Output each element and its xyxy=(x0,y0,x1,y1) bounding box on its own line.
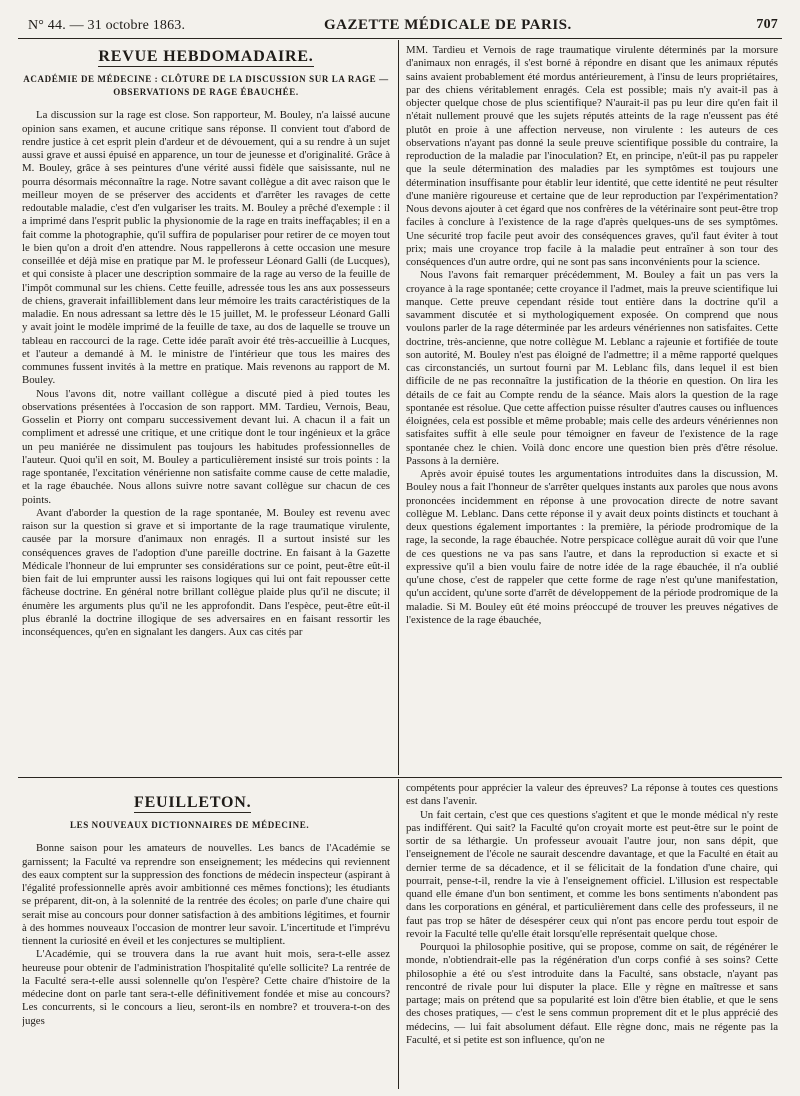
feuilleton-right-column xyxy=(406,782,778,1092)
issue-date: N° 44. — 31 octobre 1863. xyxy=(28,18,186,33)
revue-paragraph: La discussion sur la rage est close. Son rapporteur, M. Bouley, n'a laissé aucune opinion sans examen, et aucune critique sans réponse. Il convient tout d'abord de rendre justice à cet esprit plein d'ardeur et de dévouement, qui a su rendre à un sujet aussi grave et aussi épuisé en apparence, un tour de jeunesse et d'originalité. Grâce à M. Bouley, grâce à ses peintures d'une vérité aussi fidèle que saisissante, nul ne pourra désormais méconnaître la rage. Notre savant collègue a dit avec raison que le meilleur moyen de se préserver des accidents et d'arrêter les ravages de cette redoutable maladie, c'est d'en vulgariser les traits. M. Bouley a prêché d'exemple : il a imprimé dans l'esprit public la physionomie de la rage en traits ineffaçables; il en a fait comme la photographie, qu'il suffira de populariser pour retirer de ce moyen tout le bien qu'on a droit d'en attendre. Nous rappellerons à cette occasion une mesure conseillée et déjà mise en pratique par M. le professeur Léonard Galli (de Lucques), et qui consiste à placer une description sommaire de la rage au verso de la feuille de l'impôt communal sur les chiens. Cette feuille, adressée tous les ans aux possesseurs de chiens, graverait infailliblement dans leur mémoire les traits caractéristiques de la maladie. En nous adressant sa lettre dès le 15 juillet, M. le professeur Léonard Galli y avait joint le modèle imprimé de la feuille de taxe, au dos de laquelle se trouve un tableau en raccourci de la rage. Cette idée paraît avoir été très-accueillie à Lucques, et l'auteur a demandé à M. le ministre de l'intérieur que tous les maires des communes fussent invités à la mettre en pratique. Mais revenons au rapport de M. Bouley. xyxy=(22,109,390,387)
revue-subhead: ACADÉMIE DE MÉDECINE : CLÔTURE DE LA DISCUSSION SUR LA RAGE — OBSERVATIONS DE RAGE ÉBAUCHÉE. xyxy=(23,74,389,98)
revue-paragraph: Nous l'avons dit, notre vaillant collègue a discuté pied à pied toutes les observations présentées à l'occasion de son rapport. MM. Tardieu, Vernois, Beau, Gosselin et Piorry ont comparu successivement devant lui. A chacun il a fait un compliment et adressé une critique, et une critique dont le tour ingénieux et la grâce un peu maniérée ne dissimulent pas toujours les habitudes professionnelles de l'auteur. Quoi qu'il en soit, M. Bouley a particulièrement insisté sur trois points : la rage spontanée, l'excitation vénérienne non satisfaite comme cause de cette maladie, et la rage ébauchée. Nous allons suivre notre savant collègue sur chacun de ces points. xyxy=(22,387,390,506)
feuilleton-rule xyxy=(18,777,782,778)
revue-paragraph: Après avoir épuisé toutes les argumentations introduites dans la discussion, M. Bouley nous a fait l'honneur de s'arrêter quelques instants aux paroles que nous avons prononcées incidemment en réponse à une provocation directe de notre savant collègue M. Leblanc. Dans cette réponse il y avait deux points distincts et touchant à deux questions également importantes : la première, la période prodromique de la rage, la seconde, la rage ébauchée. Notre perspicace collègue aurait dû voir que l'une de ces questions ne va pas sans l'autre, et dans la reproduction si exacte et si expressive qu'il a bien voulu faire de notre idée de la rage ébauchée, il n'a oublié qu'une chose, c'est de rappeler que cette forme de rage n'est qu'une manifestation, qu'un accident, qu'une sorte d'arrêt de développement de la période prodromique de la maladie. Si M. Bouley eût été moins préoccupé de trouver les preuves négatives de l'existence de la rage ébauchée, xyxy=(406,468,778,626)
revue-paragraph: MM. Tardieu et Vernois de rage traumatique virulente déterminés par la morsure d'animaux non enragés, il s'est borné à répondre en disant que les animaux réputés sains avaient probablement été mordus antérieurement, à l'insu de leurs propriétaires, par des chiens véritablement enragés. Cela est possible; mais n'y avait-il pas à objecter quelque chose de plus scientifique? N'aurait-il pas pu leur dire qu'en fait il n'était nullement prouvé que les sujets réputés atteints de la rage n'eussent pas été plutôt en proie à une affection nerveuse, non virulente : les auteurs de ces observations n'ayant pas donné la seule preuve scientifique possible du contraire, la reproduction de la maladie par l'inoculation? Et, en principe, n'eût-il pas pu rappeler que la seule détermination des maladies par les symptômes est toujours une détermination insuffisante pour établir leur identité, que cette identité ne peut résulter d'une manière rigoureuse et certaine que de leur reproduction par l'expérimentation? Nous devons ajouter à cet égard que nos confrères de la vétérinaire sont peut-être trop faciles à conclure à l'existence de la rage d'après quelques-uns de ses symptômes. Une sécurité trop facile peut avoir des conséquences graves, qu'il faut éviter à tout prix; mais une croyance trop facile à la maladie peut entraîner à son tour des conséquences d'un autre ordre, qui ne sont pas sans inconvénients pour la science. xyxy=(406,44,778,268)
feuilleton-title: FEUILLETON. xyxy=(134,794,252,811)
header-rule xyxy=(18,38,782,39)
feuilleton-paragraph: compétents pour apprécier la valeur des épreuves? La réponse à toutes ces questions est dans l'avenir. xyxy=(406,782,778,808)
page-header xyxy=(28,14,778,38)
revue-paragraph: Avant d'aborder la question de la rage spontanée, M. Bouley est revenu avec raison sur la question si grave et si importante de la rage traumatique virulente, causée par la morsure d'animaux non enragés. Il a surtout insisté sur les conséquences graves de l'adoption d'une pareille doctrine. En faisant à la Gazette Médicale l'honneur de lui emprunter ses considérations sur ce point, peut-être eût-il bien fait de lui emprunter aussi les raisons logiques qui lui ont fait repousser cette fâcheuse doctrine. En général notre brillant collègue plaide plus qu'il ne discute; il énumère les arguments plus qu'il ne les approfondit. Dans l'espèce, peut-être eût-il plus ébranlé la doctrine illogique de ses adversaires en en faisant ressortir les inconséquences, qu'en en signalant les dangers. Aux cas cités par xyxy=(22,506,390,638)
revue-right-column xyxy=(406,44,778,774)
feuilleton-left-column xyxy=(22,784,390,1092)
feuilleton-paragraph: L'Académie, qui se trouvera dans la rue avant huit mois, sera-t-elle assez heureuse pour obtenir de l'administration l'hospitalité qu'elle sollicite? La rentrée de la Faculté sera-t-elle aussi solennelle qu'on l'espère? Cette chaire d'histoire de la médecine dont on parle tant sera-t-elle définitivement fondée et mise au concours? Les concurrents, si le concours a lieu, seront-ils en nombre? et trouvera-t-on des juges xyxy=(22,948,390,1027)
publication-title: GAZETTE MÉDICALE DE PARIS. xyxy=(324,17,572,33)
revue-left-column xyxy=(22,44,390,774)
column-divider-top xyxy=(398,40,399,775)
feuilleton-paragraph: Bonne saison pour les amateurs de nouvelles. Les bancs de l'Académie se garnissent; la Faculté va reprendre son enseignement; les médecins qui reviennent des eaux comptent sur la suppression des fonctions de médecin inspecteur (aspirant à l'égalité professionnelle après avoir ambitionné ces mêmes fonctions); les étudiants se préparent, dit-on, à la solennité de la rentrée des écoles; on parle d'une chaire qui serait mise au concours pour donner satisfaction à des ambitions légitimes, et fournir à des hommes nouveaux l'occasion de montrer leur savoir. L'incertitude et l'imprévu tiennent la curiosité en éveil et les conjectures se multiplient. xyxy=(22,842,390,947)
feuilleton-paragraph: Pourquoi la philosophie positive, qui se propose, comme on sait, de régénérer le monde, n'obtiendrait-elle pas la régénération d'un corps confié à ses soins? Cette philosophie a été ou s'est introduite dans la Faculté, sans obstacle, n'ayant pas rencontré de rivale pour lui disputer la place. Elle y règne en maîtresse et sans partage; mais on prétend que sa popularité est loin d'être bien établie, et que le sens des choses pratiques, — c'est le sens commun proprement dit et le plus apprécié des médecins, — lui fait absolument défaut. Elle règne donc, mais ne régente pas la Faculté, et si petite est son influence, qu'on ne xyxy=(406,941,778,1046)
column-divider-bottom xyxy=(398,779,399,1089)
revue-paragraph: Nous l'avons fait remarquer précédemment, M. Bouley a fait un pas vers la croyance à la rage spontanée; cette croyance il l'admet, mais la preuve scientifique lui manque. Cette preuve cependant réside tout entière dans la doctrine qu'il a savamment discutée et si mythologiquement exposée. On comprend que nous voulons parler de la rage déterminée par les ardeurs vénériennes non satisfaites. Cette doctrine, très-ancienne, que notre collègue M. Leblanc a rajeunie et fortifiée de toute son autorité, M. Bouley n'est pas éloigné de l'admettre; il a même rapporté quelques cas circonstanciés, un surtout fourni par M. Leblanc fils, dans lequel il est bien difficile de ne pas reconnaître la justification de la théorie en question. On lira les détails de ce fait au Compte rendu de la séance. Mais alors la question de la rage spontanée est résolue. Que cette affection puisse résulter d'autres causes ou influences éloignées, cela est possible et même probable; mais celle des ardeurs vénériennes non satisfaites suffit à elle seule pour témoigner en faveur de l'existence de la rage spontanée chez le chien. Voilà donc encore une question bien près d'être résolue. Passons à la dernière. xyxy=(406,269,778,467)
revue-title: REVUE HEBDOMADAIRE. xyxy=(98,48,314,65)
feuilleton-subhead: LES NOUVEAUX DICTIONNAIRES DE MÉDECINE. xyxy=(70,820,310,831)
feuilleton-paragraph: Un fait certain, c'est que ces questions s'agitent et que le monde médical n'y reste pas indifférent. Qui sait? la Faculté qu'on croyait morte est peut-être sur le point de sortir de sa léthargie. Un professeur avouait l'autre jour, non sans dépit, que l'enseignement de l'école ne saurait descendre davantage, et que la Faculté en était au dernier terme de sa décadence, et il se félicitait de la fondation d'une chaire, qui pourrait, pense-t-il, rendre la vie à l'enseignement officiel. L'illusion est respectable quand elle émane d'un bon sentiment, et comme les bons sentiments n'abondent pas dans les corporations en général, et particulièrement dans celle des professeurs, il ne faut pas trop se hâter de désespérer ceux qui n'ont pas encore perdu tout espoir de revoir la Faculté telle qu'elle était lorsqu'elle représentait quelque chose. xyxy=(406,808,778,940)
page-number: 707 xyxy=(756,17,778,32)
